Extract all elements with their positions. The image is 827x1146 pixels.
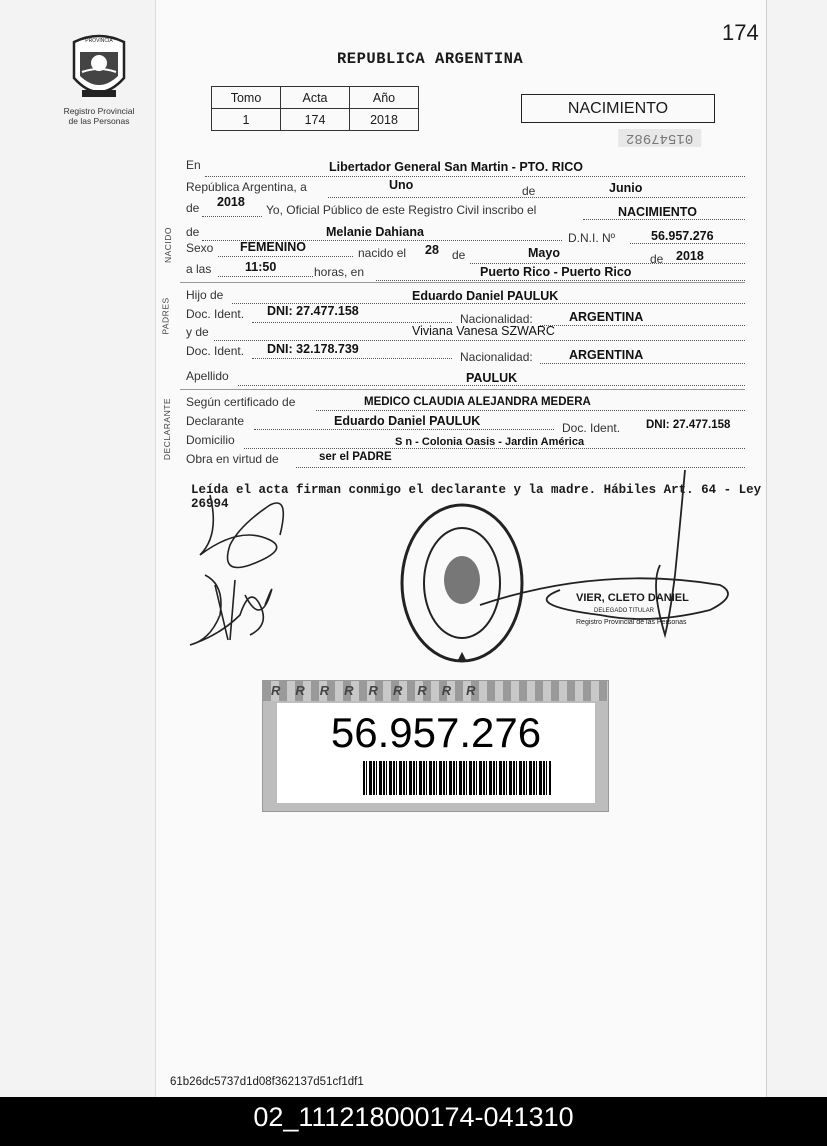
field-label: Obra en virtud de [186, 452, 279, 466]
provincial-seal [56, 30, 142, 126]
field-label: Apellido [186, 369, 229, 383]
field-inscripcion: NACIMIENTO [618, 205, 697, 219]
field-label: Hijo de [186, 288, 224, 302]
field-label: nacido el [358, 246, 407, 260]
serial-number: 01547982 [618, 129, 701, 147]
dotted-line [630, 243, 745, 244]
field-anio: 2018 [217, 195, 245, 209]
field-label: En [186, 158, 201, 172]
seal-caption-line2: de las Personas [68, 116, 130, 126]
field-label: a las [186, 262, 212, 276]
field-declarante: Eduardo Daniel PAULUK [334, 414, 481, 428]
field-label: Según certificado de [186, 395, 296, 409]
section-divider [180, 389, 745, 390]
record-table-value-row [212, 109, 419, 131]
dotted-line [218, 276, 313, 277]
dni-label-sticker [262, 680, 609, 812]
document-title: REPUBLICA ARGENTINA [337, 50, 524, 68]
section-divider [180, 282, 745, 283]
field-label: D.N.I. Nº [568, 231, 616, 245]
field-sexo: FEMENINO [240, 240, 306, 254]
field-dni: 56.957.276 [651, 229, 714, 243]
field-padre: Eduardo Daniel PAULUK [412, 289, 559, 303]
sticker-label [277, 703, 595, 803]
field-nacido-dia: 28 [425, 243, 439, 257]
field-madre-nacionalidad: ARGENTINA [569, 348, 644, 362]
field-mes: Junio [609, 181, 643, 195]
dotted-line [540, 325, 745, 326]
dotted-line [376, 280, 745, 281]
dotted-line [218, 256, 353, 257]
field-label: Doc. Ident. [186, 344, 245, 358]
declarant-signature-icon [190, 495, 283, 645]
closing-text-line1: Leída el acta firman conmigo el declarante y la madre. Hábiles Art. 64 - Ley [191, 483, 762, 497]
dotted-line [202, 216, 262, 217]
field-label: y de [186, 325, 209, 339]
dotted-line [328, 197, 745, 198]
record-table-header: Tomo [212, 87, 281, 109]
field-label: de [186, 225, 200, 239]
file-name-footer: 02_111218000174-041310 [0, 1097, 827, 1146]
dotted-line [252, 358, 452, 359]
field-label: Sexo [186, 241, 214, 255]
dotted-line [583, 219, 745, 220]
record-type-box: NACIMIENTO [521, 94, 715, 123]
sticker-number: 56.957.276 [330, 709, 542, 756]
field-label: de [650, 252, 664, 266]
field-label: República Argentina, a [186, 180, 307, 194]
field-label: Yo, Oficial Público de este Registro Civil inscribo el [266, 203, 537, 217]
field-dia: Uno [389, 178, 414, 192]
field-label: Declarante [186, 414, 245, 428]
field-lugar: Libertador General San Martin - PTO. RICO [329, 160, 583, 174]
official-stamp-role: DELEGADO TITULAR [594, 608, 654, 614]
field-nombre: Melanie Dahiana [326, 225, 424, 239]
dotted-line [316, 410, 745, 411]
seal-caption-line1: Registro Provincial [63, 106, 135, 116]
field-padre-nacionalidad: ARGENTINA [569, 310, 644, 324]
record-table-header-row [212, 87, 419, 109]
official-stamp-office: Registro Provincial de las Personas [576, 619, 687, 626]
sticker-pattern-strip: RRRRRRRRR [263, 681, 608, 701]
section-label-declarante: DECLARANTE [162, 397, 173, 461]
round-registry-stamp-icon [402, 505, 522, 661]
field-padre-doc: DNI: 27.477.158 [267, 304, 359, 318]
signatures-and-stamp [180, 465, 740, 670]
provincial-seal-icon [68, 30, 130, 106]
record-table-header: Año [350, 87, 419, 109]
field-madre-doc: DNI: 32.178.739 [267, 342, 359, 356]
field-certificado: MEDICO CLAUDIA ALEJANDRA MEDERA [364, 396, 591, 408]
field-declarante-doc: DNI: 27.477.158 [646, 419, 731, 431]
closing-text-line2: 26994 [191, 497, 229, 511]
official-stamp-name: VIER, CLETO DANIEL [576, 592, 689, 604]
record-table-value: 2018 [350, 109, 419, 131]
field-apellido: PAULUK [466, 371, 518, 385]
field-madre: Viviana Vanesa SZWARC [412, 324, 555, 338]
field-label: horas, en [314, 265, 365, 279]
field-label: Nacionalidad: [460, 312, 533, 326]
field-hora: 11:50 [245, 260, 277, 274]
field-label: de [452, 248, 466, 262]
field-nacido-mes: Mayo [528, 246, 560, 260]
field-label: Domicilio [186, 433, 235, 447]
field-label: de [186, 201, 200, 215]
section-label-nacido: NACIDO [163, 226, 174, 264]
field-lugar-nacimiento: Puerto Rico - Puerto Rico [480, 265, 632, 279]
field-label: Nacionalidad: [460, 350, 533, 364]
dotted-line [244, 448, 745, 449]
svg-text:PROVINCIA: PROVINCIA [85, 38, 113, 44]
record-table [211, 86, 419, 131]
section-label-padres: PADRES [160, 297, 171, 335]
dotted-line [252, 322, 452, 323]
barcode-icon [363, 761, 551, 795]
dotted-line [238, 385, 745, 386]
dotted-line [205, 176, 745, 177]
field-obra: ser el PADRE [319, 451, 392, 463]
dotted-line [540, 363, 745, 364]
record-table-value: 1 [212, 109, 281, 131]
record-table-value: 174 [281, 109, 350, 131]
dotted-line [254, 429, 554, 430]
document-hash: 61b26dc5737d1d08f362137d51cf1df1 [170, 1076, 364, 1088]
dotted-line [214, 340, 745, 341]
field-label: de [522, 184, 536, 198]
field-label: Doc. Ident. [186, 307, 245, 321]
page-number: 174 [722, 20, 759, 45]
field-nacido-anio: 2018 [676, 249, 704, 263]
record-table-header: Acta [281, 87, 350, 109]
dotted-line [470, 263, 745, 264]
field-domicilio: S n - Colonia Oasis - Jardin América [395, 436, 585, 448]
field-label: Doc. Ident. [562, 421, 621, 435]
